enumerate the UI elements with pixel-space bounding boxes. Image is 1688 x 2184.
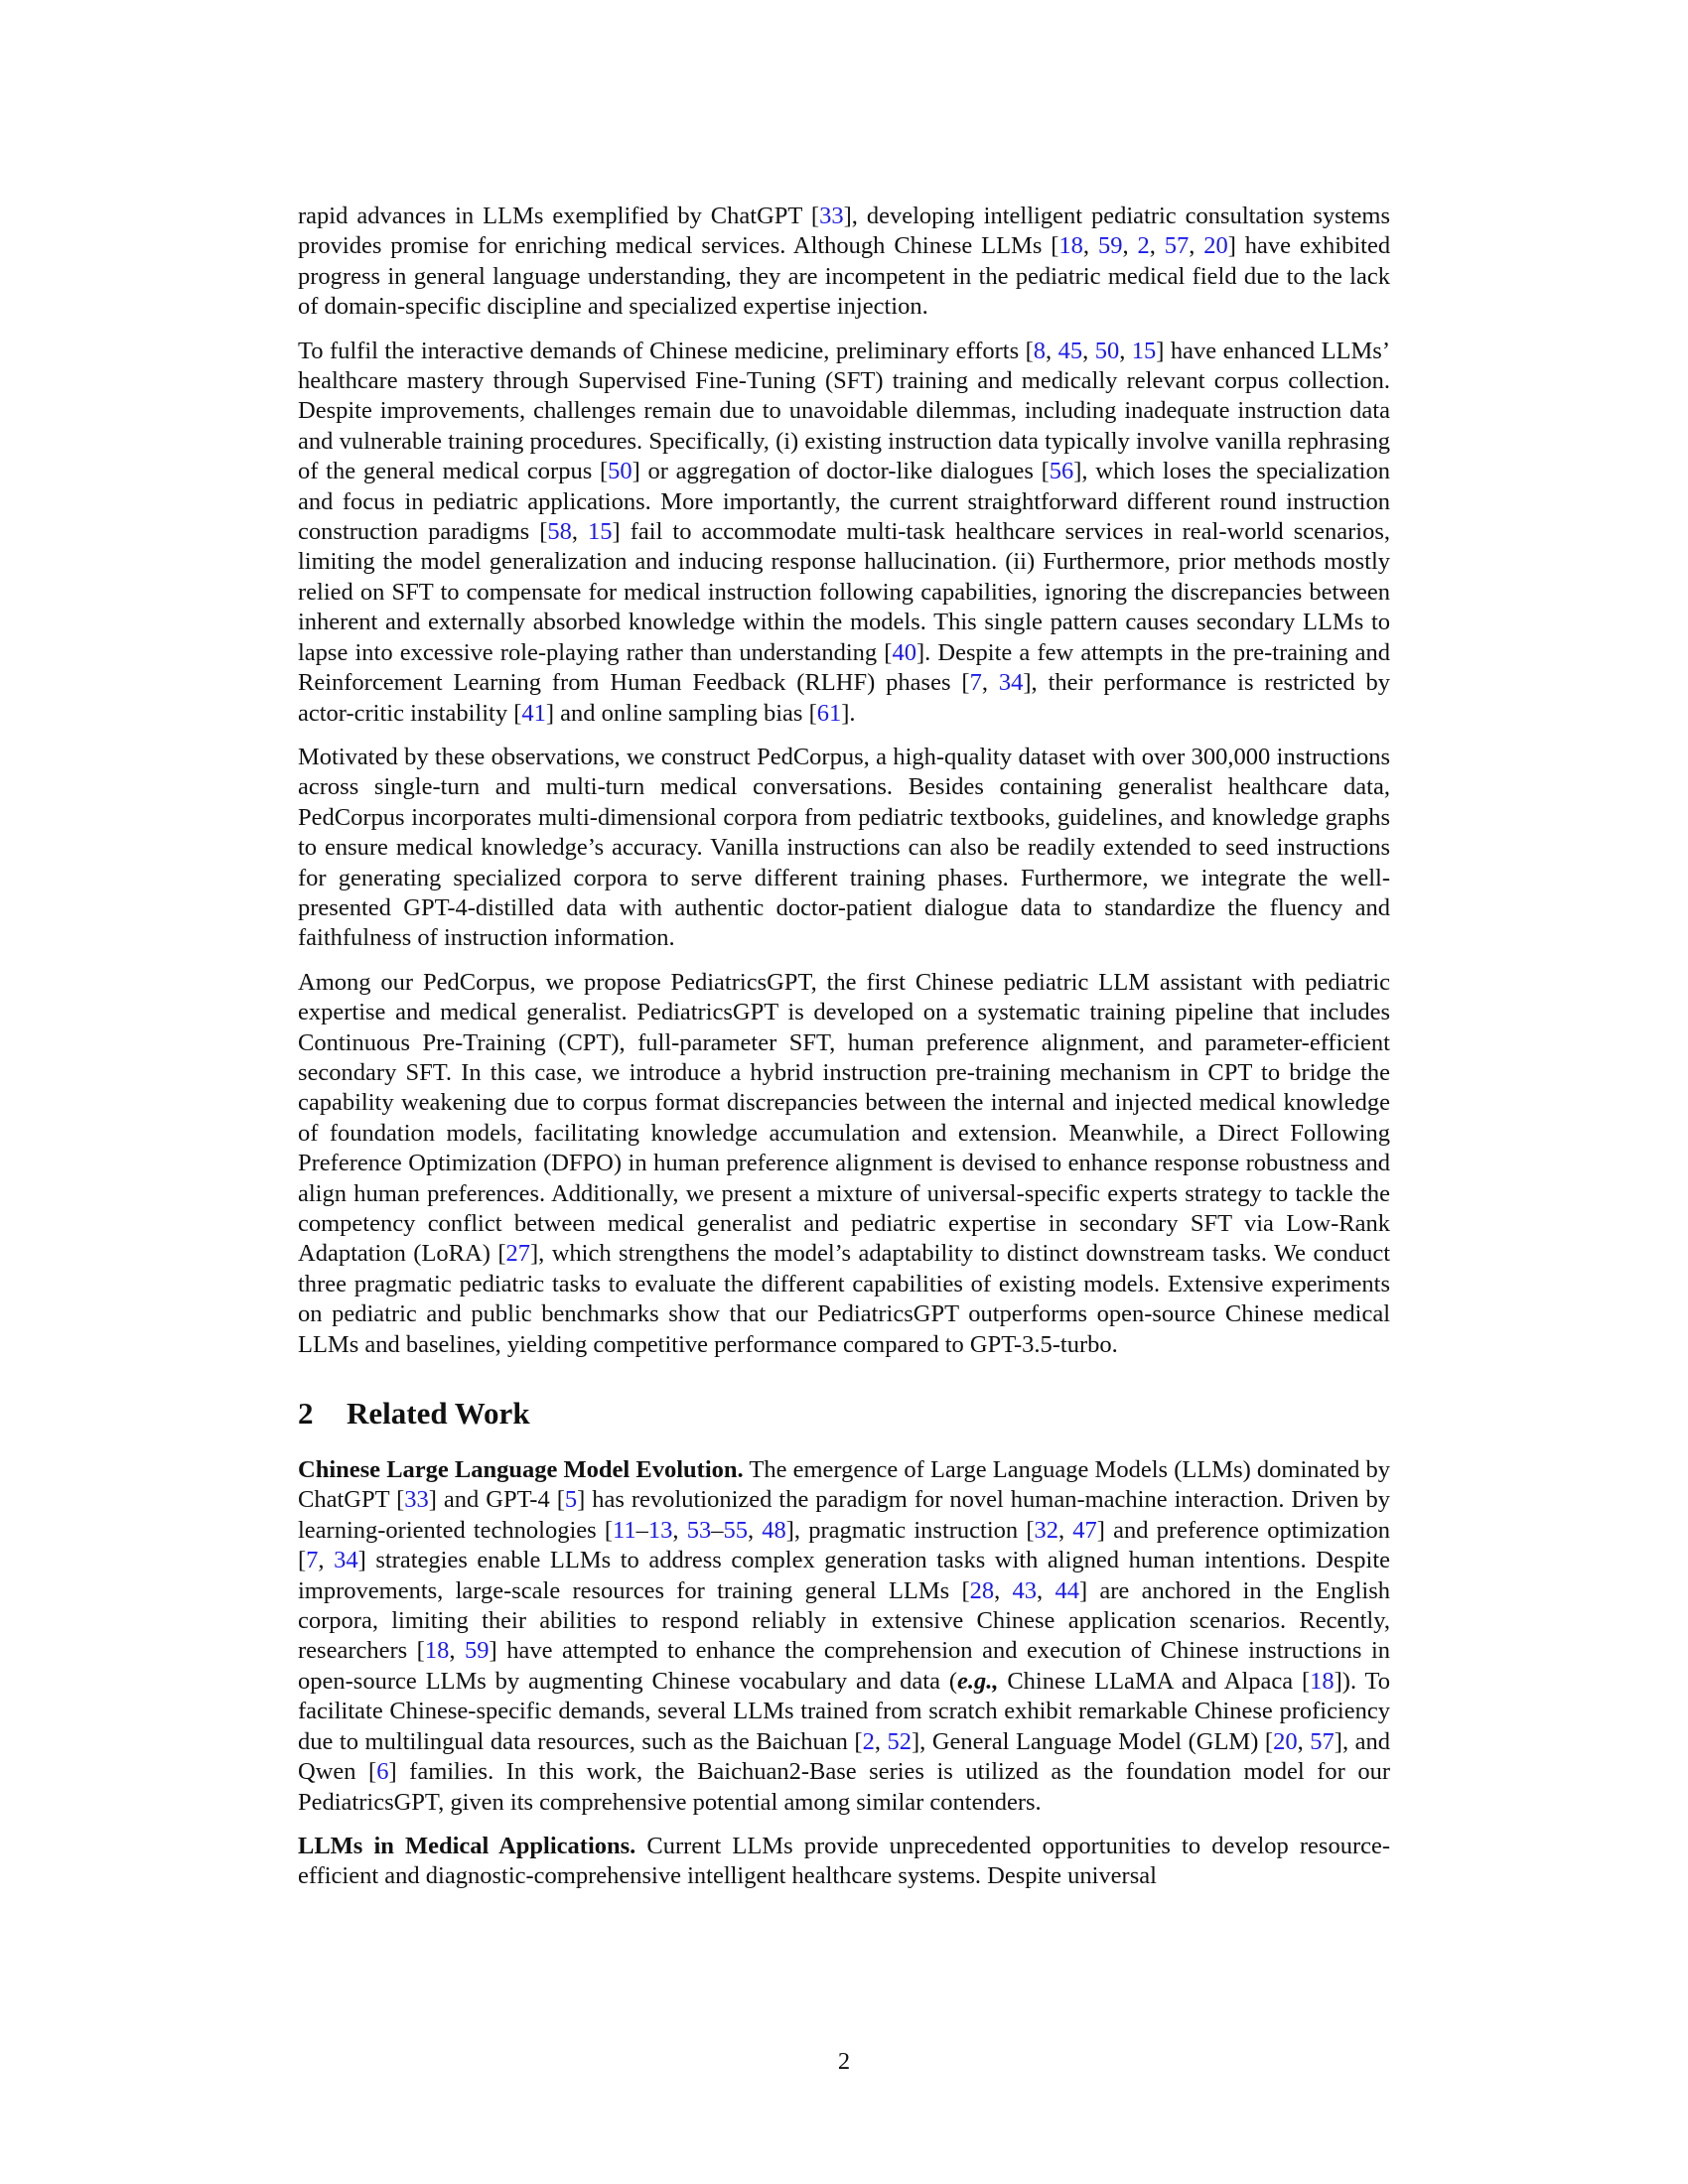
text-run: ], developing intelligent pediatric consultation systems provides promise for enriching medical services. Although Chinese LLMs [	[298, 203, 1390, 260]
text-run: ] and GPT-4 [	[428, 1486, 565, 1514]
citation-link[interactable]: 7	[306, 1547, 319, 1574]
text-run: ,	[981, 669, 999, 697]
citation-link[interactable]: 55	[723, 1516, 748, 1544]
citation-link[interactable]: 47	[1072, 1516, 1097, 1544]
citation-link[interactable]: 48	[762, 1516, 786, 1544]
text-run: ] have attempted to enhance the comprehension and execution of Chinese instructions in open-source LLMs by augmenting Chinese vocabulary and data (	[298, 1637, 1391, 1695]
citation-link[interactable]: 2	[862, 1727, 875, 1755]
citation-link[interactable]: 34	[998, 669, 1024, 697]
paragraph-heading: Chinese Large Language Model Evolution.	[298, 1456, 744, 1484]
text-run: rapid advances in LLMs exemplified by ChatGPT [	[298, 203, 820, 229]
body-paragraph	[298, 202, 1390, 323]
paper-page	[298, 202, 1390, 1906]
citation-link[interactable]: 15	[1131, 337, 1157, 364]
citation-link[interactable]: 32	[1034, 1516, 1058, 1544]
citation-link[interactable]: 34	[334, 1547, 358, 1574]
citation-link[interactable]: 20	[1203, 232, 1228, 260]
citation-link[interactable]: 33	[404, 1486, 429, 1514]
text-run: ], General Language Model (GLM) [	[912, 1727, 1274, 1755]
citation-link[interactable]: 44	[1055, 1576, 1079, 1604]
body-paragraph	[298, 1455, 1390, 1818]
section-title: Related Work	[347, 1396, 530, 1432]
citation-link[interactable]: 50	[608, 458, 633, 485]
text-run: To fulfil the interactive demands of Chinese medicine, preliminary efforts [	[298, 337, 1034, 364]
text-run: Motivated by these observations, we construct PedCorpus, a high-quality dataset with over 300,000 instructions across single-turn and multi-turn medical conversations. Besides containing generalist healthcare data, PedCorpus incorporates multi-dimensional corpora from pediatric textbooks, guidelines, and knowledge graphs to ensure medical knowledge’s accuracy. Vanilla instructions can also be readily extended to seed instructions for generating specialized corpora to serve different training phases. Furthermore, we integrate the well-presented GPT-4-distilled data with authentic doctor-patient dialogue data to standardize the fluency and faithfulness of instruction information.	[298, 743, 1390, 952]
text-run: ,	[1082, 337, 1095, 364]
citation-link[interactable]: 58	[547, 518, 572, 546]
text-run: ] have exhibited progress in general language understanding, they are incompetent in the pediatric medical field due to the lack of domain-specific discipline and specialized expertise injection.	[298, 232, 1391, 321]
text-run: ,	[1149, 232, 1165, 260]
citation-link[interactable]: 61	[816, 699, 842, 727]
intro-body	[298, 202, 1390, 1360]
citation-link[interactable]: 7	[969, 669, 982, 697]
citation-link[interactable]: 18	[1058, 232, 1083, 260]
citation-link[interactable]: 5	[564, 1486, 578, 1514]
citation-link[interactable]: 40	[892, 638, 916, 666]
citation-link[interactable]: 41	[521, 699, 546, 727]
text-run: ], their performance is restricted by actor-critic instability [	[298, 669, 1391, 727]
related-work-body	[298, 1455, 1390, 1892]
text-run: ], which strengthens the model’s adaptability to distinct downstream tasks. We conduct three pragmatic pediatric tasks to evaluate the different capabilities of existing models. Extensive experiments on pediatric and public benchmarks show that our PediatricsGPT outperforms open-source Chinese medical LLMs and baselines, yielding competitive performance compared to GPT-3.5-turbo.	[298, 1240, 1390, 1358]
citation-link[interactable]: 52	[887, 1727, 913, 1755]
citation-link[interactable]: 8	[1033, 337, 1047, 364]
text-run: ,	[672, 1516, 687, 1544]
text-run: Among our PedCorpus, we propose PediatricsGPT, the first Chinese pediatric LLM assistant with pediatric expertise and medical generalist. PediatricsGPT is developed on a systematic training pipeline that includes Continuous Pre-Training (CPT), full-parameter SFT, human preference alignment, and parameter-efficient secondary SFT. In this case, we introduce a hybrid instruction pre-training mechanism in CPT to bridge the capability weakening due to corpus format discrepancies between the internal and injected medical knowledge of foundation models, facilitating knowledge accumulation and extension. Meanwhile, a Direct Following Preference Optimization (DFPO) in human preference alignment is devised to enhance response robustness and align human preferences. Additionally, we present a mixture of universal-specific experts strategy to tackle the competency conflict between medical generalist and pediatric expertise in secondary SFT via Low-Rank Adaptation (LoRA) [	[298, 968, 1390, 1268]
citation-link[interactable]: 18	[1310, 1667, 1335, 1695]
text-run: ] strategies enable LLMs to address complex generation tasks with aligned human intentions. Despite improvements, large-scale resources for training general LLMs [	[298, 1547, 1390, 1604]
citation-link[interactable]: 11	[613, 1516, 636, 1544]
emphasis-text: e.g.,	[957, 1667, 999, 1695]
text-run: ,	[747, 1516, 763, 1544]
citation-link[interactable]: 53	[686, 1516, 712, 1544]
text-run: Current LLMs provide unprecedented opportunities to develop resource-efficient and diagnostic-comprehensive intelligent healthcare systems. Despite universal	[298, 1832, 1391, 1890]
text-run: ] are anchored in the English corpora, limiting their abilities to respond reliably in extensive Chinese application scenarios. Recently, researchers [	[298, 1576, 1391, 1665]
citation-link[interactable]: 50	[1094, 337, 1120, 364]
section-heading	[298, 1396, 1390, 1432]
text-run: ,	[1189, 232, 1204, 260]
citation-link[interactable]: 27	[505, 1240, 530, 1268]
paragraph-heading: LLMs in Medical Applications.	[298, 1832, 636, 1859]
text-run: –	[635, 1516, 648, 1544]
text-run: –	[711, 1516, 724, 1544]
page-number: 2	[837, 2048, 851, 2075]
citation-link[interactable]: 56	[1049, 458, 1074, 485]
citation-link[interactable]: 59	[1097, 232, 1123, 260]
text-run: ,	[1122, 232, 1138, 260]
text-run: ,	[994, 1576, 1013, 1604]
citation-link[interactable]: 57	[1164, 232, 1190, 260]
citation-link[interactable]: 28	[969, 1576, 995, 1604]
section-number: 2	[298, 1396, 314, 1432]
citation-link[interactable]: 6	[376, 1758, 389, 1786]
text-run: ] fail to accommodate multi-task healthcare services in real-world scenarios, limiting the model generalization and inducing response hallucination. (ii) Furthermore, prior methods mostly relied on SFT to compensate for medical instruction following capabilities, ignoring the discrepancies between inherent and externally absorbed knowledge within the models. This single pattern causes secondary LLMs to lapse into excessive role-playing rather than understanding [	[298, 518, 1390, 666]
text-run: ] has revolutionized the paradigm for novel human-machine interaction. Driven by learning-oriented technologies [	[298, 1486, 1390, 1544]
citation-link[interactable]: 20	[1273, 1727, 1298, 1755]
citation-link[interactable]: 18	[424, 1637, 450, 1665]
text-run: ], pragmatic instruction [	[785, 1516, 1035, 1544]
text-run: ,	[1119, 337, 1132, 364]
text-run: ,	[1057, 1516, 1073, 1544]
citation-link[interactable]: 43	[1012, 1576, 1038, 1604]
text-run: ] and online sampling bias [	[545, 699, 817, 727]
text-run: ] and preference optimization [	[298, 1516, 1391, 1574]
text-run: ,	[1082, 232, 1098, 260]
text-run: ,	[1046, 337, 1058, 364]
text-run: ,	[874, 1727, 888, 1755]
text-run: The emergence of Large Language Models (LLMs) dominated by ChatGPT [	[298, 1456, 1390, 1514]
text-run: ], which loses the specialization and focus in pediatric applications. More importantly, the current straightforward different round instruction construction paradigms [	[298, 458, 1390, 546]
text-run: ] families. In this work, the Baichuan2-Base series is utilized as the foundation model for our PediatricsGPT, given its comprehensive potential among similar contenders.	[298, 1758, 1391, 1816]
text-run: ] or aggregation of doctor-like dialogues [	[632, 458, 1050, 485]
citation-link[interactable]: 2	[1137, 232, 1150, 260]
citation-link[interactable]: 59	[465, 1637, 490, 1665]
citation-link[interactable]: 33	[819, 203, 844, 229]
text-run: ,	[1297, 1727, 1311, 1755]
body-paragraph	[298, 1832, 1390, 1892]
text-run: ] have enhanced LLMs’ healthcare mastery through Supervised Fine-Tuning (SFT) training and medically relevant corpus collection. Despite improvements, challenges remain due to unavoidable dilemmas, including inadequate instruction data and vulnerable training procedures. Specifically, (i) existing instruction data typically involve vanilla rephrasing of the general medical corpus [	[298, 337, 1391, 485]
text-run: ,	[571, 518, 589, 546]
body-paragraph	[298, 743, 1390, 954]
citation-link[interactable]: 57	[1310, 1727, 1335, 1755]
body-paragraph	[298, 968, 1390, 1360]
text-run: ], and Qwen [	[298, 1727, 1390, 1786]
citation-link[interactable]: 15	[588, 518, 613, 546]
text-run: ,	[449, 1637, 466, 1665]
body-paragraph	[298, 337, 1390, 729]
text-run: Chinese LLaMA and Alpaca [	[998, 1667, 1311, 1695]
text-run: ,	[1037, 1576, 1055, 1604]
text-run: ,	[318, 1547, 335, 1574]
text-run: ]. Despite a few attempts in the pre-training and Reinforcement Learning from Human Feedback (RLHF) phases [	[298, 638, 1390, 697]
text-run: ].	[841, 699, 856, 727]
citation-link[interactable]: 13	[647, 1516, 673, 1544]
citation-link[interactable]: 45	[1057, 337, 1083, 364]
text-run: ]). To facilitate Chinese-specific demands, several LLMs trained from scratch exhibit remarkable Chinese proficiency due to multilingual data resources, such as the Baichuan [	[298, 1667, 1390, 1755]
